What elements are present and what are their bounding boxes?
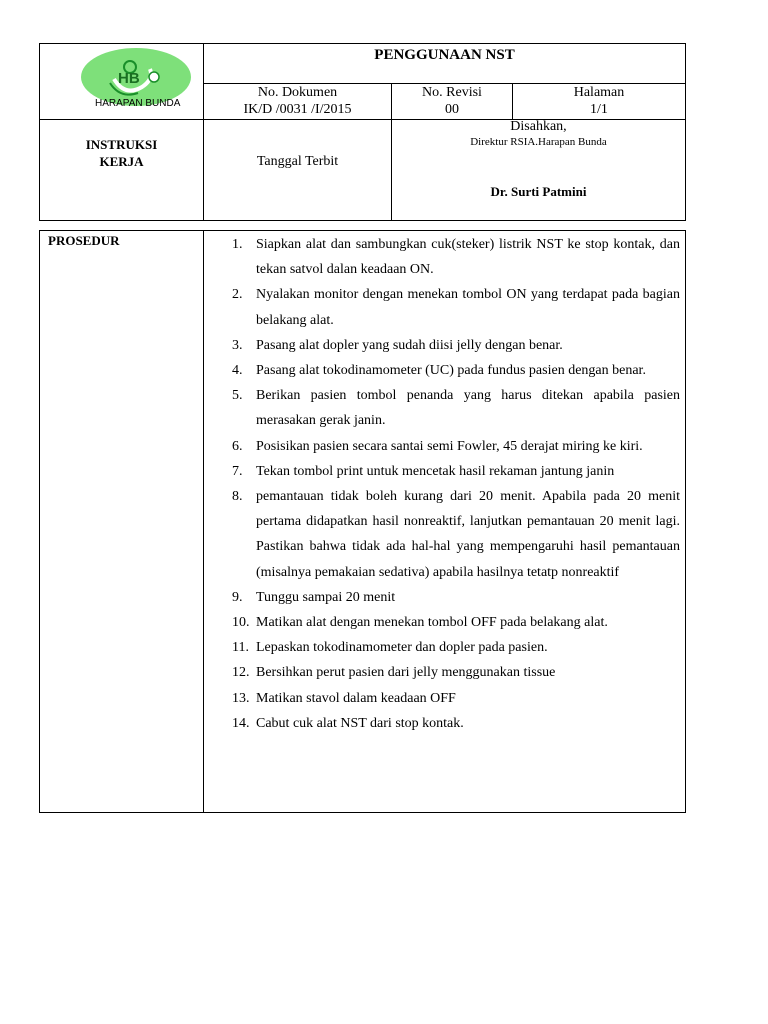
step-text: pemantauan tidak boleh kurang dari 20 menit. Apabila pada 20 menit pertama didapatkan hasil nonreaktif, lanjutkan pemantauan 20 menit lagi. Pastikan bahwa tidak ada hal-hal yang mempengaruhi hasil pemantauan (misalnya pemakaian sedativa) apabila hasilnya tetatp nonreaktif	[256, 489, 680, 580]
step-text: Tunggu sampai 20 menit	[256, 589, 396, 605]
procedure-step	[224, 232, 680, 282]
step-text: Tekan tombol print untuk mencetak hasil rekaman jantung janin	[256, 463, 615, 479]
approver-name: Dr. Surti Patmini	[490, 184, 587, 199]
rule	[39, 220, 686, 221]
page-title: PENGGUNAAN NST	[374, 47, 515, 63]
logo-name: HARAPAN BUNDA	[95, 98, 181, 109]
procedure-step	[224, 686, 680, 711]
step-text: Siapkan alat dan sambungkan cuk(steker) listrik NST ke stop kontak, dan tekan satvol dalan keadaan ON.	[256, 237, 680, 278]
step-number: 13.	[232, 690, 250, 706]
step-text: Cabut cuk alat NST dari stop kontak.	[256, 715, 464, 731]
page-label: Halaman	[573, 85, 625, 100]
step-number: 10.	[232, 615, 250, 631]
rule	[39, 43, 40, 221]
svg-text:HB: HB	[118, 70, 140, 87]
procedure-step	[224, 484, 680, 585]
procedure-label: PROSEDUR	[48, 233, 120, 248]
approved-label: Disahkan,	[510, 119, 567, 134]
step-text: Pasang alat tokodinamometer (UC) pada fundus pasien dengan benar.	[256, 363, 646, 379]
doc-number-value: IK/D /0031 /I/2015	[243, 102, 352, 117]
revision-label: No. Revisi	[422, 85, 482, 100]
step-number: 1.	[232, 237, 243, 252]
step-text: Posisikan pasien secara santai semi Fowler, 45 derajat miring ke kiri.	[256, 438, 643, 454]
step-number: 7.	[232, 463, 243, 479]
procedure-step	[224, 635, 680, 660]
step-number: 4.	[232, 363, 243, 379]
rule	[39, 230, 40, 813]
procedure-step	[224, 711, 680, 736]
step-number: 5.	[232, 388, 243, 404]
step-text: Bersihkan perut pasien dari jelly menggunakan tissue	[256, 665, 556, 681]
step-number: 12.	[232, 665, 250, 681]
step-number: 9.	[232, 589, 243, 605]
rule	[39, 230, 686, 231]
procedure-step	[224, 610, 680, 635]
procedure-steps	[224, 232, 680, 736]
procedure-step	[224, 282, 680, 332]
rule	[39, 43, 686, 44]
doc-type-line1: INSTRUKSI	[85, 137, 158, 152]
step-number: 8.	[232, 489, 243, 505]
procedure-step	[224, 383, 680, 433]
doc-type-line2: KERJA	[99, 154, 144, 169]
step-number: 11.	[232, 640, 249, 656]
procedure-step	[224, 660, 680, 685]
step-text: Pasang alat dopler yang sudah diisi jelly dengan benar.	[256, 337, 563, 353]
issue-date-label: Tanggal Terbit	[256, 154, 339, 169]
step-text: Lepaskan tokodinamometer dan dopler pada pasien.	[256, 640, 548, 656]
approver-title: Direktur RSIA.Harapan Bunda	[470, 136, 607, 148]
procedure-step	[224, 459, 680, 484]
rule	[39, 812, 686, 813]
step-number: 14.	[232, 715, 250, 731]
page-value: 1/1	[590, 102, 608, 117]
step-number: 3.	[232, 337, 243, 353]
rule	[685, 230, 686, 813]
procedure-step	[224, 585, 680, 610]
rule	[203, 230, 204, 813]
step-number: 6.	[232, 438, 243, 454]
step-text: Berikan pasien tombol penanda yang harus ditekan apabila pasien merasakan gerak janin.	[256, 388, 680, 429]
doc-number-label: No. Dokumen	[257, 85, 338, 100]
step-text: Matikan alat dengan menekan tombol OFF pada belakang alat.	[256, 615, 608, 631]
rule	[203, 43, 204, 221]
revision-value: 00	[445, 102, 459, 117]
step-text: Matikan stavol dalam keadaan OFF	[256, 690, 456, 706]
procedure-step	[224, 333, 680, 358]
step-text: Nyalakan monitor dengan menekan tombol ON yang terdapat pada bagian belakang alat.	[256, 287, 680, 328]
step-number: 2.	[232, 287, 243, 303]
procedure-step	[224, 434, 680, 459]
rule	[203, 83, 686, 84]
procedure-step	[224, 358, 680, 383]
rule	[685, 43, 686, 221]
